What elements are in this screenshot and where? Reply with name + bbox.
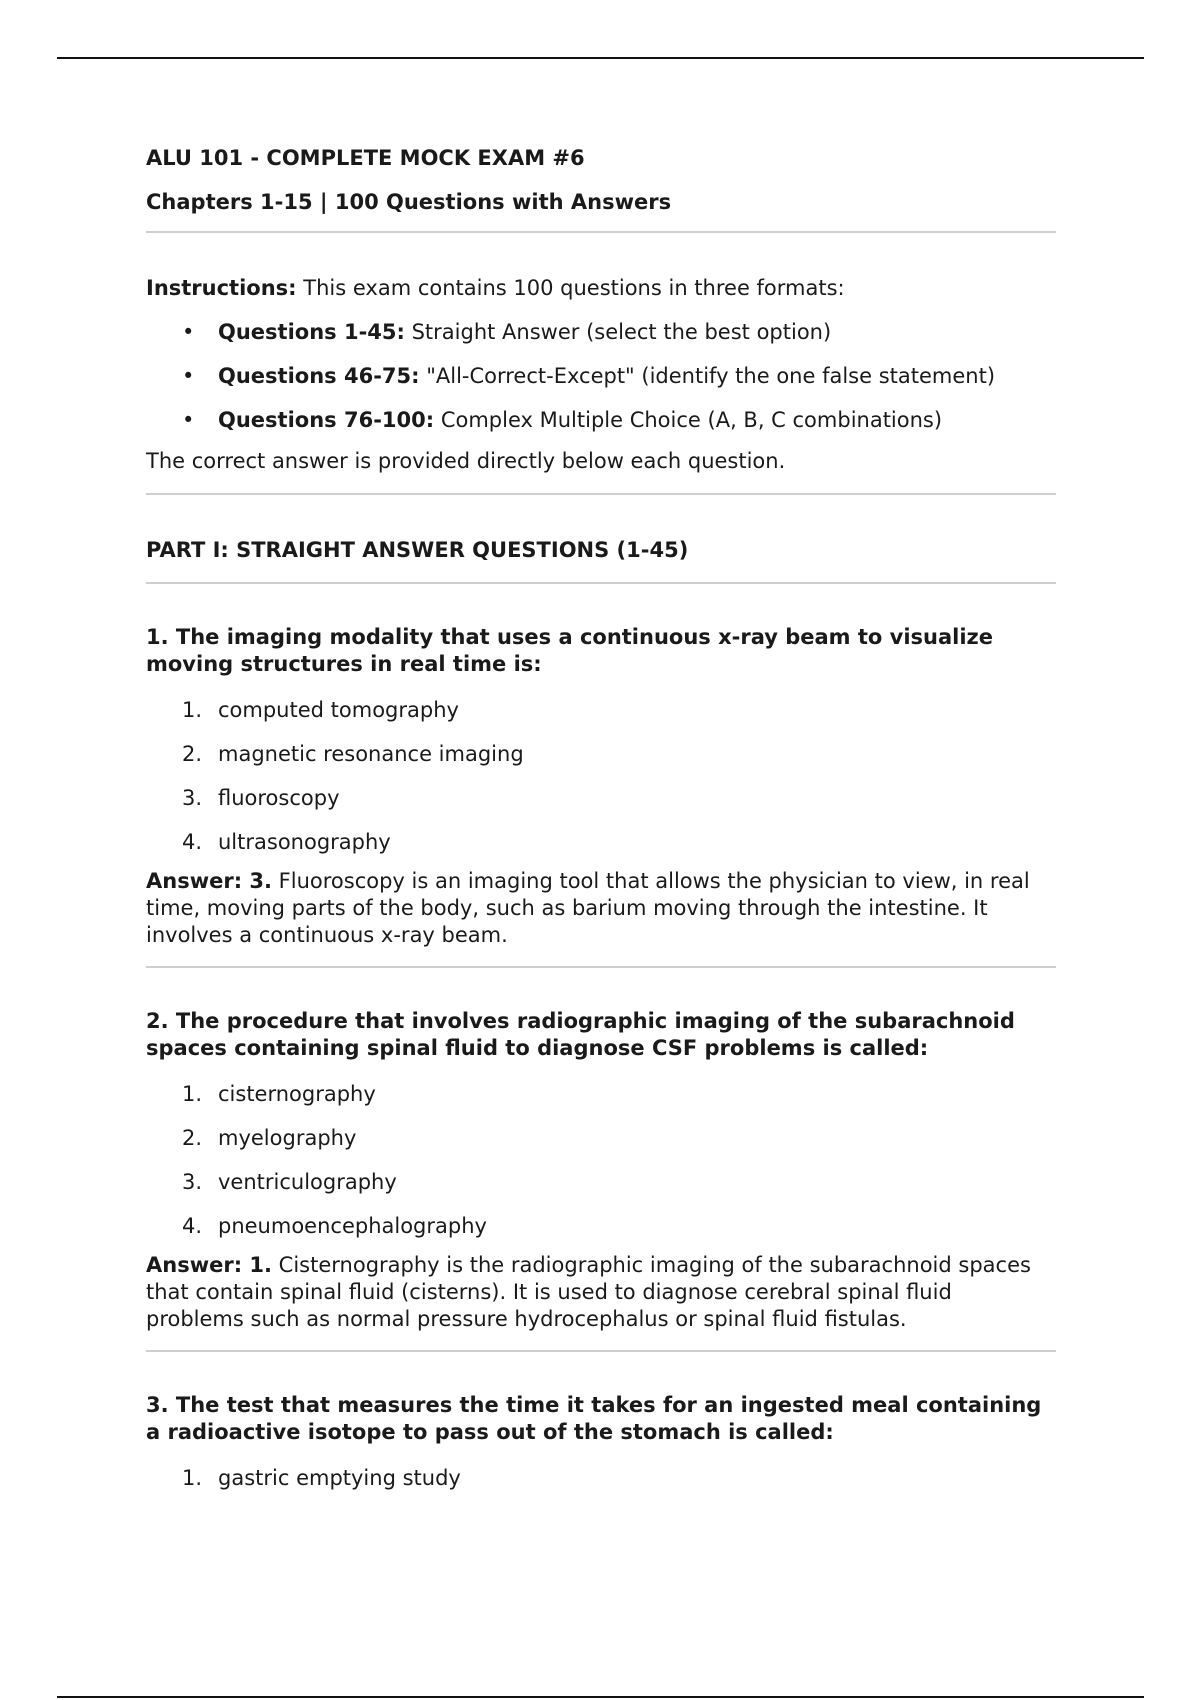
option-list xyxy=(146,695,1056,857)
answer-label: Answer: 1. xyxy=(146,1253,272,1277)
option-text: gastric emptying study xyxy=(218,1466,461,1490)
option-number: 4. xyxy=(182,830,203,854)
answer-text: Cisternography is the radiographic imaging of the subarachnoid spaces that contain spinal fluid (cisterns). It is used to diagnose cerebral spinal fluid problems such as normal pressure hydrocephalus or spinal fluid fistulas. xyxy=(146,1253,1031,1331)
option-item xyxy=(146,1167,1056,1197)
option-number: 1. xyxy=(182,1466,203,1490)
question-2 xyxy=(146,1008,1056,1352)
instructions-label: Instructions: xyxy=(146,276,297,300)
format-item xyxy=(146,361,1056,391)
document-content xyxy=(146,143,1056,1507)
option-text: pneumoencephalography xyxy=(218,1214,487,1238)
exam-title: ALU 101 - COMPLETE MOCK EXAM #6 xyxy=(146,146,585,170)
format-text: Complex Multiple Choice (A, B, C combinations) xyxy=(434,408,943,432)
option-number: 2. xyxy=(182,1126,203,1150)
option-item xyxy=(146,1079,1056,1109)
option-text: fluoroscopy xyxy=(218,786,340,810)
question-text: 2. The procedure that involves radiographic imaging of the subarachnoid spaces containing spinal fluid to diagnose CSF problems is called: xyxy=(146,1009,1015,1060)
format-item xyxy=(146,317,1056,347)
section-divider xyxy=(146,231,1056,233)
option-item xyxy=(146,827,1056,857)
bullet-icon: • xyxy=(182,320,195,344)
answer xyxy=(146,868,1056,949)
option-number: 2. xyxy=(182,742,203,766)
question-divider xyxy=(146,966,1056,968)
option-text: cisternography xyxy=(218,1082,376,1106)
format-item xyxy=(146,405,1056,435)
page-bottom-rule xyxy=(57,1696,1144,1698)
answer-label: Answer: 3. xyxy=(146,869,272,893)
option-number: 1. xyxy=(182,698,203,722)
answer xyxy=(146,1252,1056,1333)
bullet-icon: • xyxy=(182,364,195,388)
option-item xyxy=(146,695,1056,725)
format-text: Straight Answer (select the best option) xyxy=(404,320,832,344)
question-divider xyxy=(146,1350,1056,1352)
option-text: magnetic resonance imaging xyxy=(218,742,524,766)
instructions-text: This exam contains 100 questions in three formats: xyxy=(296,276,845,300)
question-3 xyxy=(146,1392,1056,1493)
question-text: 1. The imaging modality that uses a continuous x-ray beam to visualize moving structures in real time is: xyxy=(146,625,994,676)
option-number: 4. xyxy=(182,1214,203,1238)
option-item xyxy=(146,1211,1056,1241)
page-top-rule xyxy=(57,57,1144,59)
question-text: 3. The test that measures the time it takes for an ingested meal containing a radioactive isotope to pass out of the stomach is called: xyxy=(146,1393,1042,1444)
format-label: Questions 1-45: xyxy=(218,320,405,344)
bullet-icon: • xyxy=(182,408,195,432)
option-text: computed tomography xyxy=(218,698,459,722)
section-divider xyxy=(146,493,1056,495)
format-label: Questions 46-75: xyxy=(218,364,420,388)
option-list xyxy=(146,1079,1056,1241)
option-item xyxy=(146,1463,1056,1493)
option-number: 3. xyxy=(182,786,203,810)
format-label: Questions 76-100: xyxy=(218,408,435,432)
question-1 xyxy=(146,624,1056,968)
option-number: 3. xyxy=(182,1170,203,1194)
option-number: 1. xyxy=(182,1082,203,1106)
option-item xyxy=(146,783,1056,813)
answer-note: The correct answer is provided directly below each question. xyxy=(146,449,786,473)
option-text: ultrasonography xyxy=(218,830,391,854)
answer-text: Fluoroscopy is an imaging tool that allows the physician to view, in real time, moving parts of the body, such as barium moving through the intestine. It involves a continuous x-ray beam. xyxy=(146,869,1030,947)
part-heading: PART I: STRAIGHT ANSWER QUESTIONS (1-45) xyxy=(146,538,689,562)
exam-subtitle: Chapters 1-15 | 100 Questions with Answers xyxy=(146,190,672,214)
option-list xyxy=(146,1463,1056,1493)
section-divider xyxy=(146,582,1056,584)
option-item xyxy=(146,739,1056,769)
format-text: "All-Correct-Except" (identify the one false statement) xyxy=(419,364,996,388)
option-text: ventriculography xyxy=(218,1170,397,1194)
format-list xyxy=(146,317,1056,435)
option-text: myelography xyxy=(218,1126,357,1150)
option-item xyxy=(146,1123,1056,1153)
instructions xyxy=(146,273,1056,303)
